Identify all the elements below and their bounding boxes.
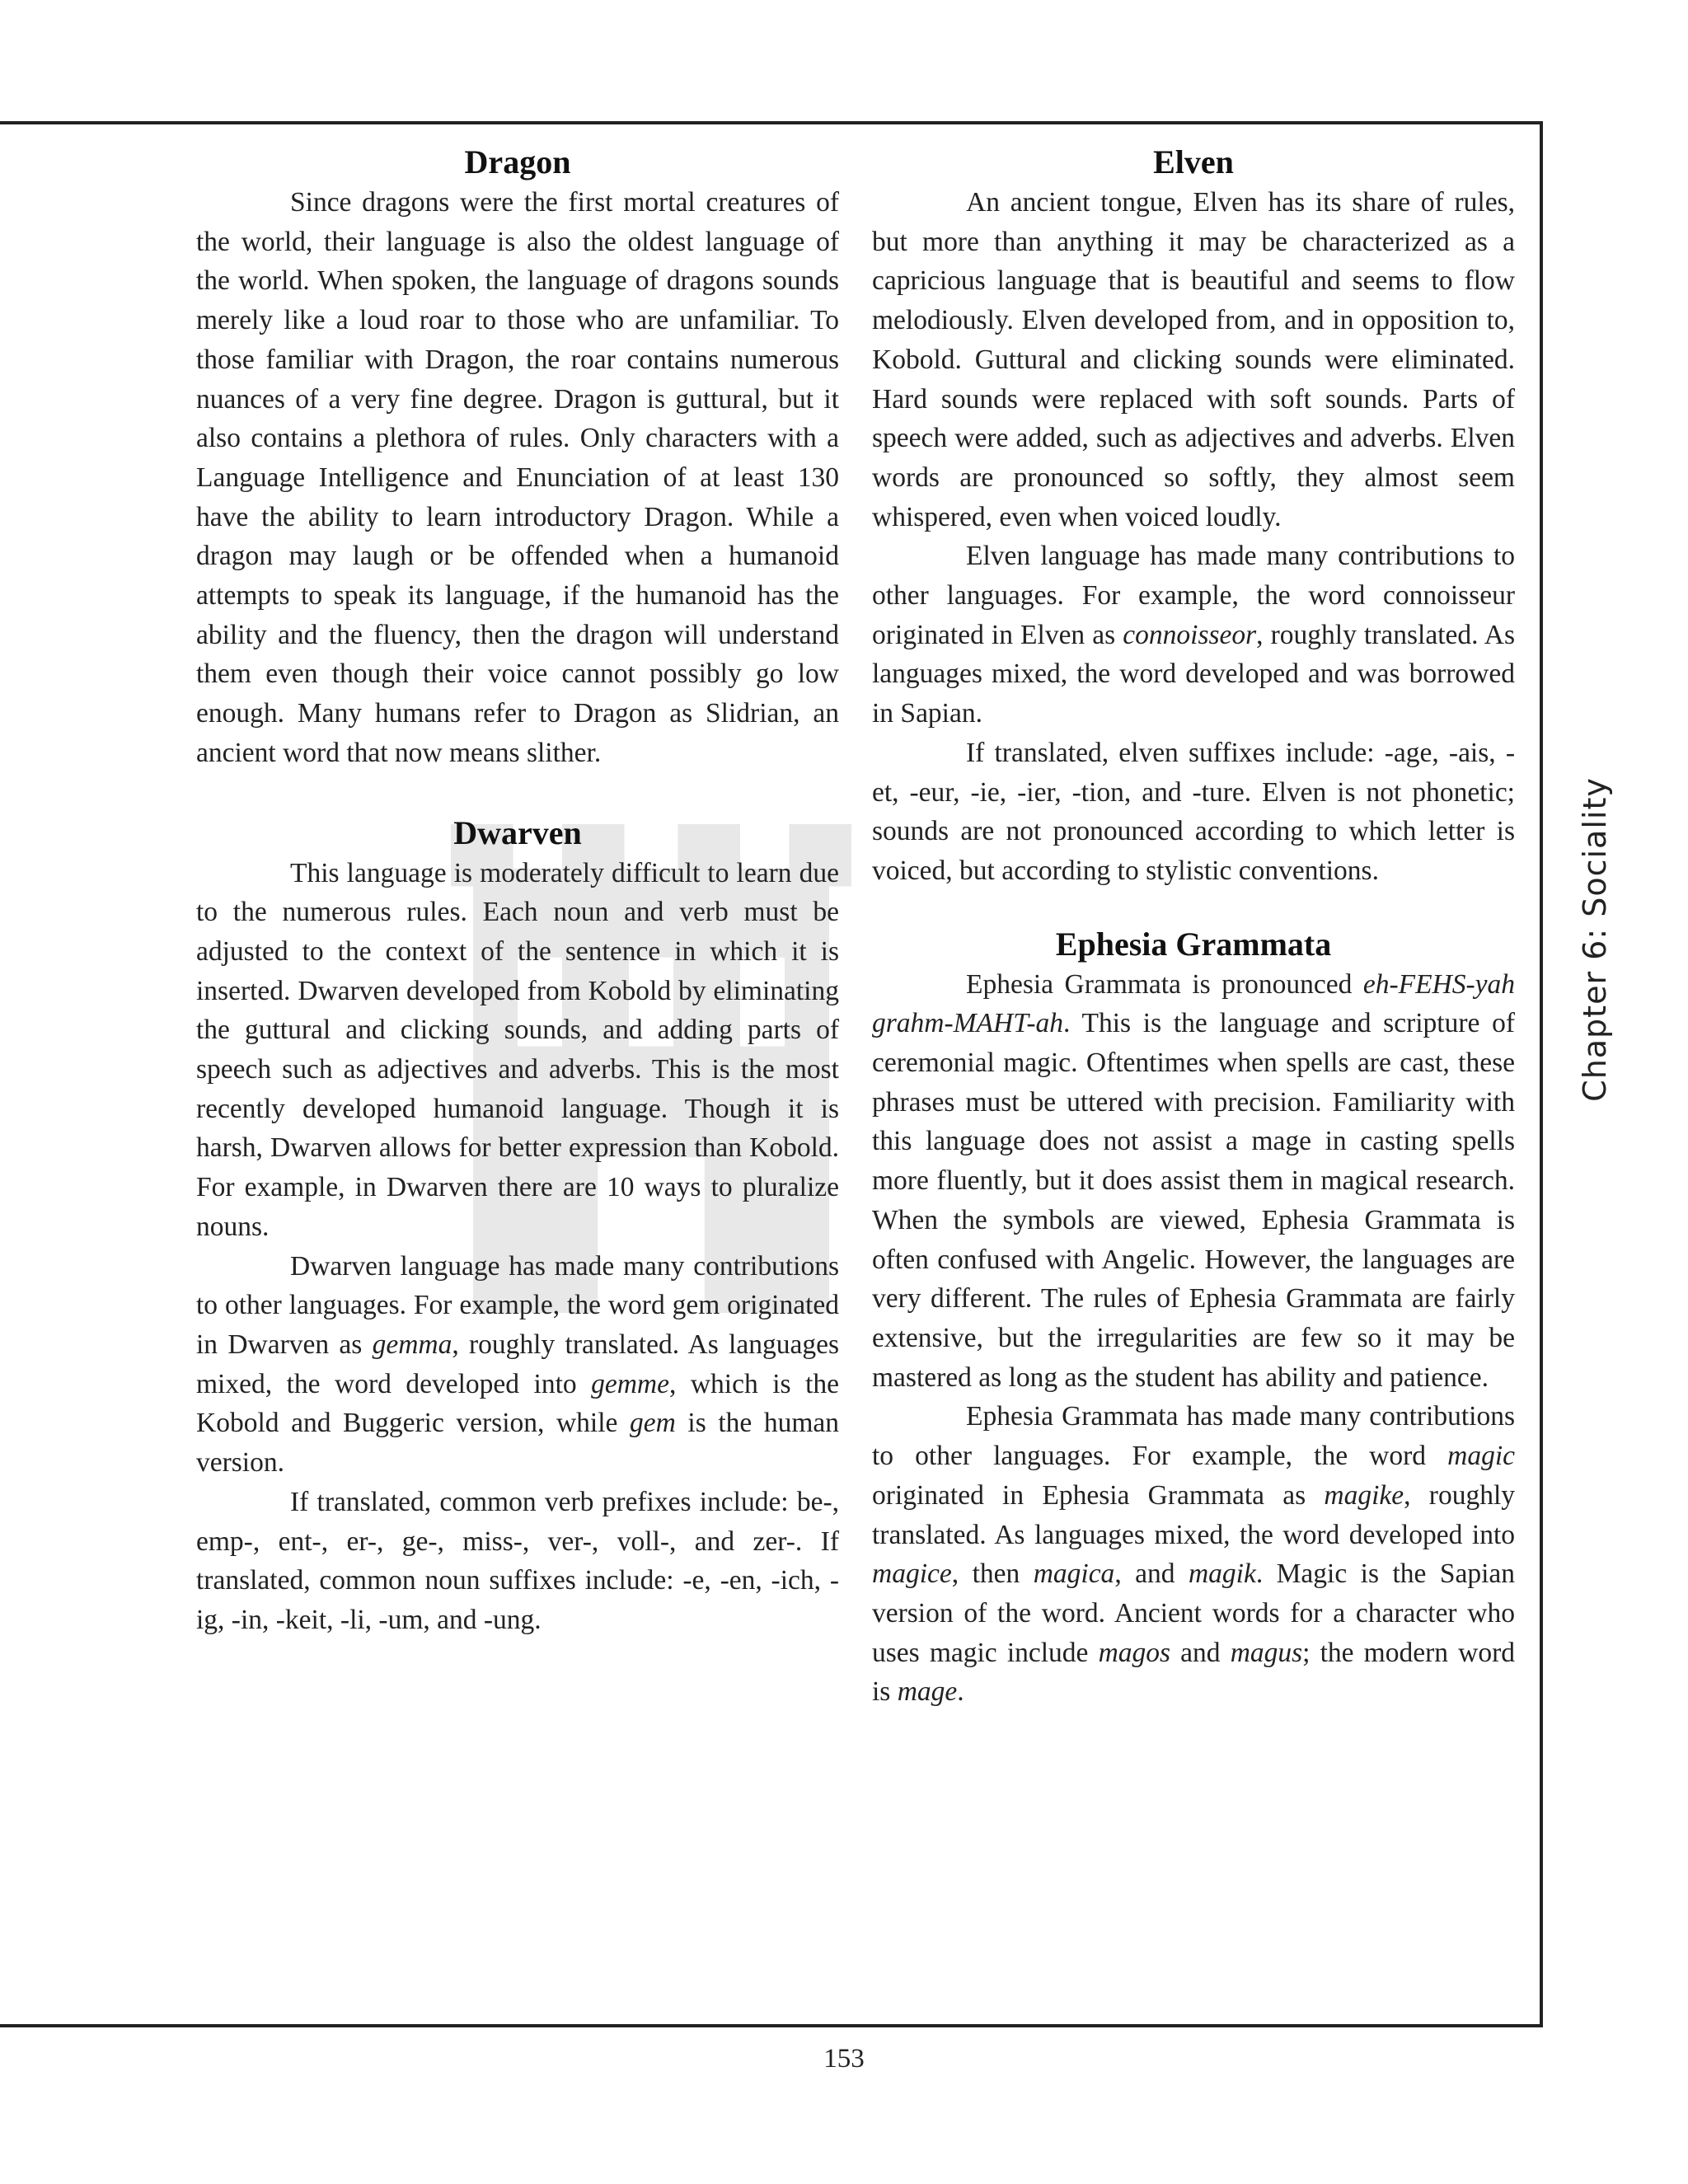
ephesia-paragraph-2: Ephesia Grammata has made many contributions to other languages. For example, the word magic originated in Ephesia Grammata as magike, roughly translated. As languages mixed, the word developed into magice, then magica, and magik. Magic is the Sapian version of the word. Ancient words for a character who uses magic include magos and magus; the modern word is mage.	[872, 1401, 1516, 1708]
elven-paragraph-3: If translated, elven suffixes include: -age, -ais, -et, -eur, -ie, -ier, -tion, and -ture. Elven is not phonetic; sounds are not pronounced according to which letter is voiced, but according to stylistic conventions.	[872, 737, 1515, 886]
elven-paragraph-2: Elven language has made many contributions to other languages. For example, the word connoisseur originated in Elven as connoisseor, roughly translated. As languages mixed, the word developed and was borrowed in Sapian.	[872, 541, 1515, 729]
ephesia-paragraph-1: Ephesia Grammata is pronounced eh-FEHS-yah grahm-MAHT-ah. This is the language and scripture of ceremonial magic. Oftentimes when spells are cast, these phrases must be uttered with precision. Familiarity with this language does not assist a mage in casting spells more fluently, but it does assist them in magical research. When the symbols are viewed, Ephesia Grammata is often confused with Angelic. However, the languages are very different. The rules of Ephesia Grammata are fairly extensive, but the irregularities are few so it may be mastered as long as the student has ability and patience.	[872, 968, 1515, 1393]
dragon-heading: Dragon	[464, 143, 571, 180]
ephesia-heading: Ephesia Grammata	[1055, 925, 1332, 963]
dwarven-section	[196, 813, 839, 1640]
page-frame-bottom	[0, 2024, 1543, 2027]
page-frame-top	[0, 121, 1543, 124]
dwarven-heading: Dwarven	[453, 813, 582, 851]
page-frame-right	[1540, 121, 1543, 2027]
elven-section	[872, 142, 1515, 891]
dragon-paragraph: Since dragons were the first mortal creatures of the world, their language is also the oldest language of the world. When spoken, the language of dragons sounds merely like a loud roar to those who are unfamiliar. To those familiar with Dragon, the roar contains numerous nuances of a very fine degree. Dragon is guttural, but it also contains a plethora of rules. Only characters with a Language Intelligence and Enunciation of at least 130 have the ability to learn introductory Dragon. While a dragon may laugh or be offended when a humanoid attempts to speak its language, if the humanoid has the ability and the fluency, then the dragon will understand them even though their voice cannot possibly go low enough. Many humans refer to Dragon as Slidrian, an ancient word that now means slither.	[196, 187, 839, 768]
elven-paragraph-1: An ancient tongue, Elven has its share of rules, but more than anything it may be characterized as a capricious language that is beautiful and seems to flow melodiously. Elven developed from, and in opposition to, Kobold. Guttural and clicking sounds were eliminated. Hard sounds were replaced with soft sounds. Parts of speech were added, such as adjectives and adverbs. Elven words are pronounced so softly, they almost seem whispered, even when voiced loudly.	[872, 187, 1515, 532]
dwarven-paragraph-2: Dwarven language has made many contributions to other languages. For example, the word gem originated in Dwarven as gemma, roughly translated. As languages mixed, the word developed into gemme, which is the Kobold and Buggeric version, while gem is the human version.	[196, 1250, 839, 1479]
ephesia-section	[872, 924, 1515, 1712]
left-column	[196, 142, 839, 1640]
elven-heading: Elven	[1153, 143, 1234, 180]
chapter-sidebar-label: Chapter 6: Sociality	[1577, 777, 1613, 1102]
dwarven-paragraph-1: This language is moderately difficult to learn due to the numerous rules. Each noun and verb must be adjusted to the context of the sentence in which it is inserted. Dwarven developed from Kobold by eliminating the guttural and clicking sounds, and adding parts of speech such as adjectives and adverbs. This is the most recently developed humanoid language. Though it is harsh, Dwarven allows for better expression than Kobold. For example, in Dwarven there are 10 ways to pluralize nouns.	[196, 857, 839, 1242]
dwarven-paragraph-3: If translated, common verb prefixes include: be-, emp-, ent-, er-, ge-, miss-, ver-, voll-, and zer-. If translated, common noun suffixes include: -e, -en, -ich, -ig, -in, -keit, -li, -um, and -ung.	[196, 1486, 839, 1635]
page-number: 153	[823, 2044, 865, 2074]
dragon-section	[196, 142, 839, 773]
right-column	[872, 142, 1515, 1712]
